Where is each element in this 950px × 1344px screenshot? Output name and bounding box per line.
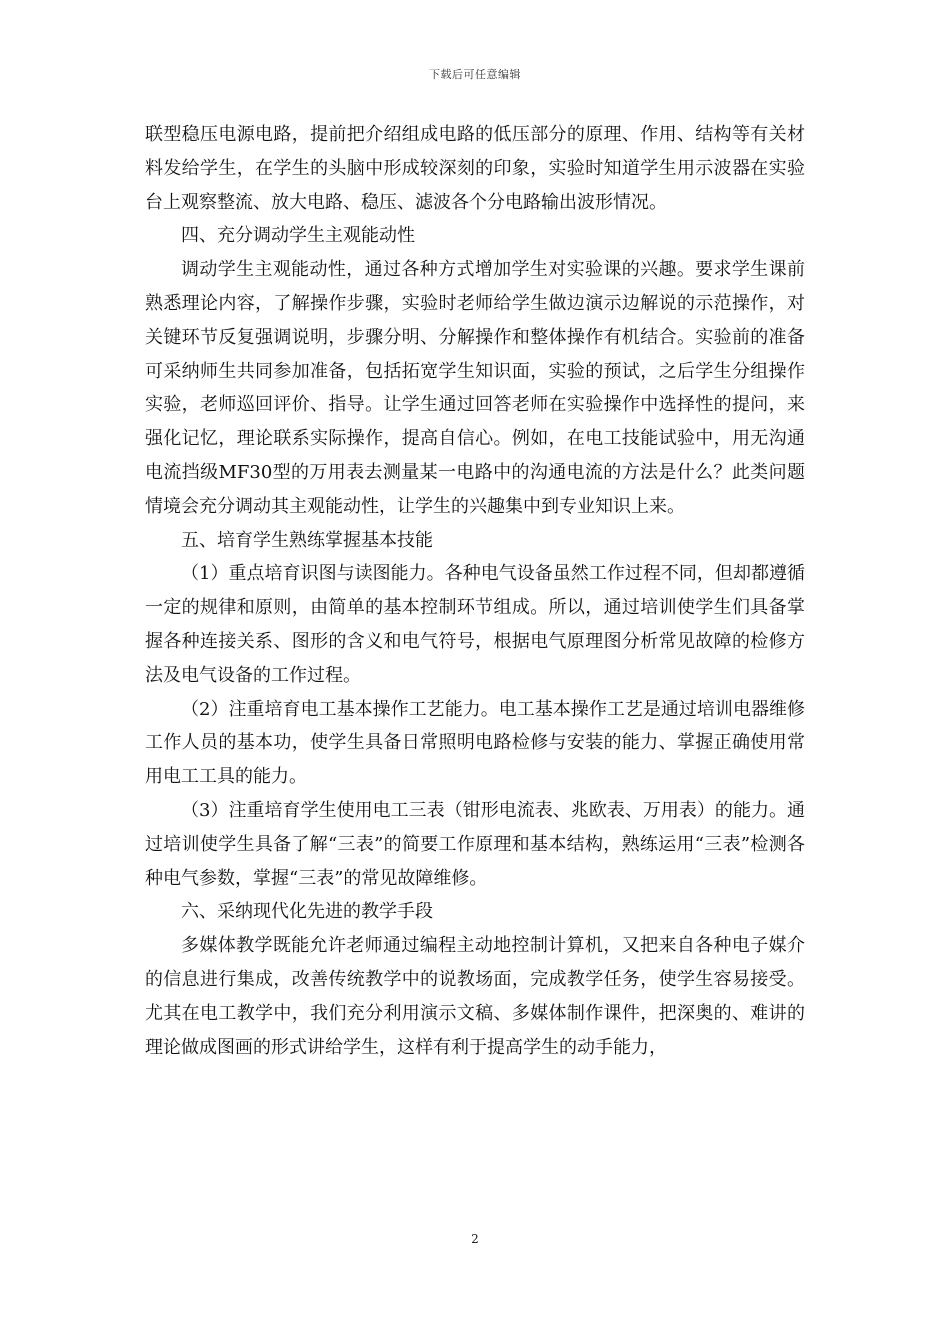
paragraph-section-6: 多媒体教学既能允许老师通过编程主动地控制计算机，又把来自各种电子媒介的信息进行集成，改善传统教学中的说教场面，完成教学任务，使学生容易接受。尤其在电工教学中，我们充分利用演示文稿、多媒体制作课件，把深奥的、难讲的理论做成图画的形式讲给学生，这样有利于提高学生的动手能力， xyxy=(145,935,805,1058)
paragraph-skill-3: （3）注重培育学生使用电工三表（钳形电流表、兆欧表、万用表）的能力。通过培训使学生具备了解“三表”的简要工作原理和基本结构，熟练运用“三表”检测各种电气参数，掌握“三表”的常见故障维修。 xyxy=(145,799,805,889)
page-number: 2 xyxy=(471,1232,479,1246)
section-heading-4: 四、充分调动学生主观能动性 xyxy=(181,225,415,247)
paragraph-continued: 联型稳压电源电路，提前把介绍组成电路的低压部分的原理、作用、结构等有关材料发给学生，在学生的头脑中形成较深刻的印象，实验时知道学生用示波器在实验台上观察整流、放大电路、稳压、滤波各个分电路输出波形情况。 xyxy=(145,124,805,213)
page-header: 下载后可任意编辑 xyxy=(429,68,521,81)
document-body xyxy=(145,118,805,1064)
section-heading-5: 五、培育学生熟练掌握基本技能 xyxy=(181,529,433,551)
paragraph-skill-1: （1）重点培育识图与读图能力。各种电气设备虽然工作过程不同，但却都遵循一定的规律和原则，由简单的基本控制环节组成。所以，通过培训使学生们具备掌握各种连接关系、图形的含义和电气符号，根据电气原理图分析常见故障的检修方法及电气设备的工作过程。 xyxy=(145,563,805,686)
paragraph-skill-2: （2）注重培育电工基本操作工艺能力。电工基本操作工艺是通过培训电器维修工作人员的基本功，使学生具备日常照明电路检修与安装的能力、掌握正确使用常用电工工具的能力。 xyxy=(145,698,805,788)
section-heading-6: 六、采纳现代化先进的教学手段 xyxy=(181,901,433,923)
paragraph-section-4: 调动学生主观能动性，通过各种方式增加学生对实验课的兴趣。要求学生课前熟悉理论内容，了解操作步骤，实验时老师给学生做边演示边解说的示范操作，对关键环节反复强调说明，步骤分明、分解操作和整体操作有机结合。实验前的准备可采纳师生共同参加准备，包括拓宽学生知识面，实验的预试，之后学生分组操作实验，老师巡回评价、指导。让学生通过回答老师在实验操作中选择性的提问，来强化记忆，理论联系实际操作，提高自信心。例如，在电工技能试验中，用无沟通电流挡级MF30型的万用表去测量某一电路中的沟通电流的方法是什么？此类问题情境会充分调动其主观能动性，让学生的兴趣集中到专业知识上来。 xyxy=(145,259,805,517)
